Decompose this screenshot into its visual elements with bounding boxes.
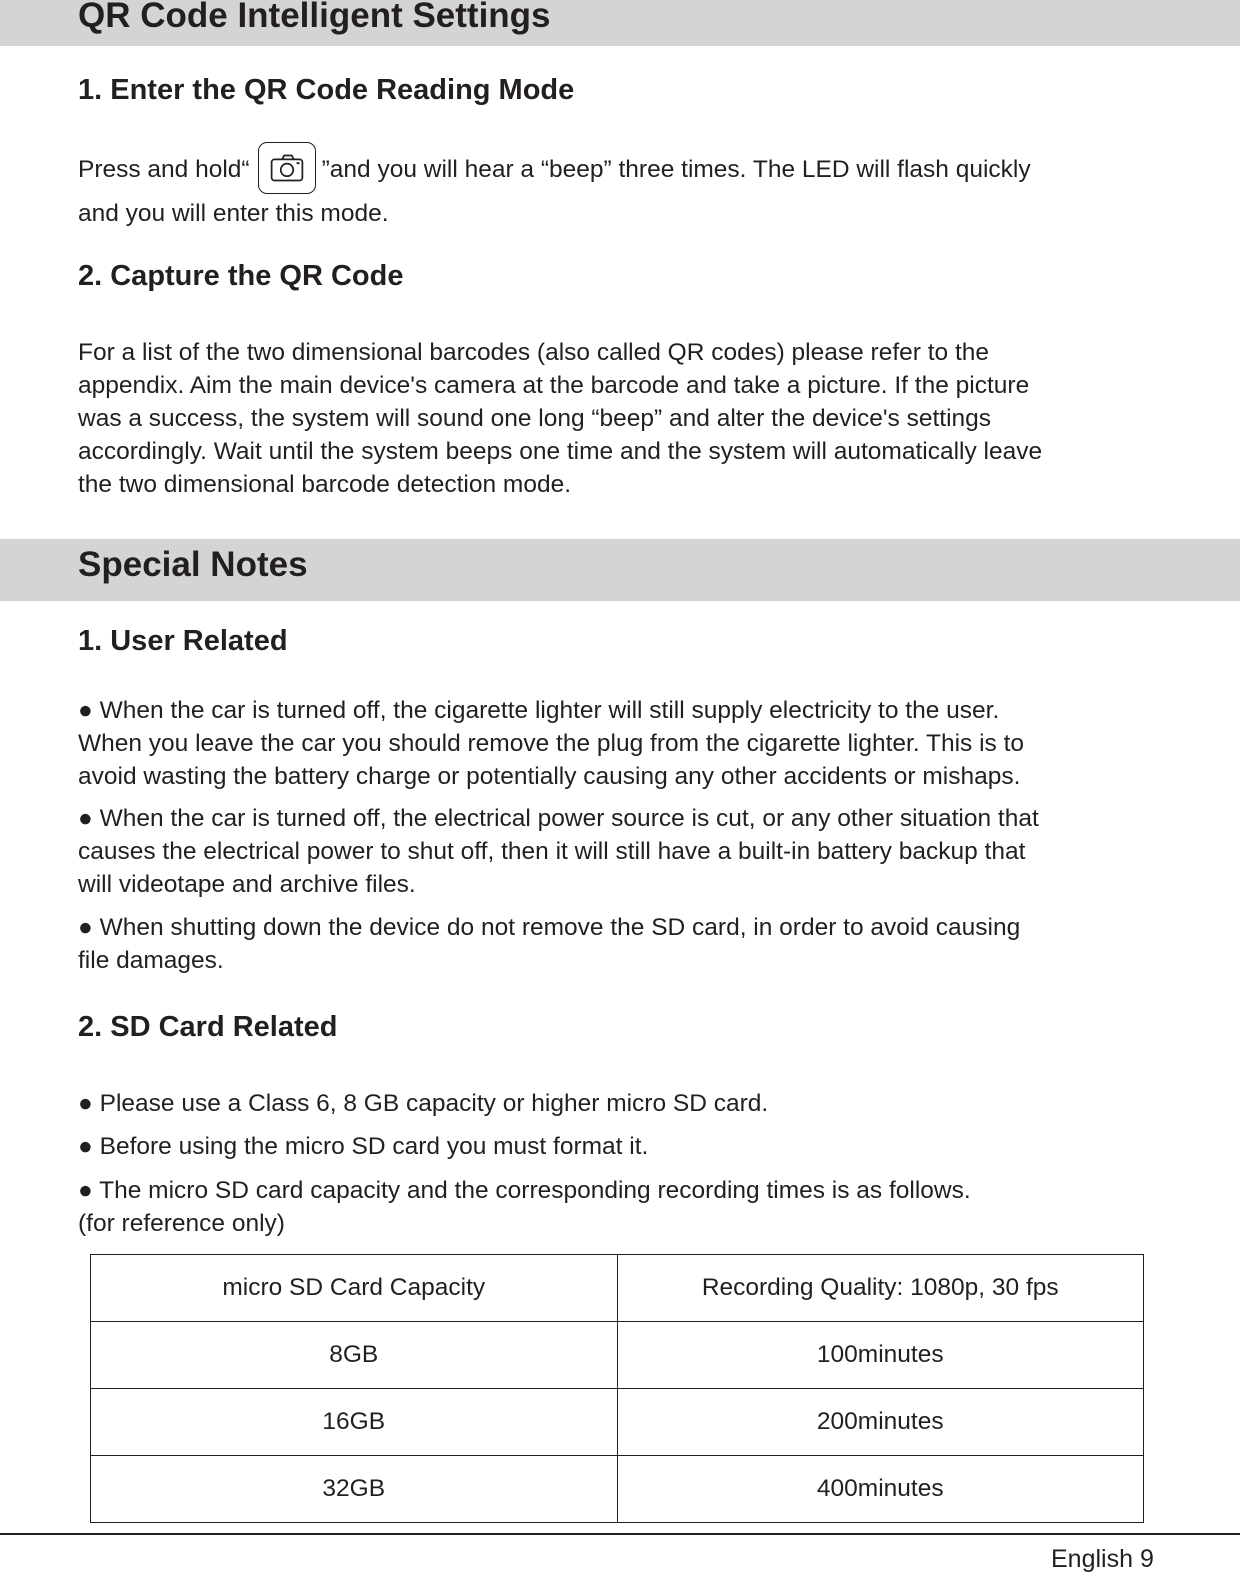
table-header-cell: micro SD Card Capacity — [91, 1255, 618, 1322]
sd-bullet-line: ● The micro SD card capacity and the corresponding recording times is as follows. — [78, 1177, 971, 1204]
sd-capacity-table — [90, 1254, 1144, 1523]
sd-bullet-2 — [78, 1130, 1168, 1163]
footer-divider — [0, 1533, 1240, 1535]
sd-reference-note: (for reference only) — [78, 1210, 285, 1237]
step1-text-after-icon: ”and you will hear a “beep” three times. The LED will flash quickly — [321, 156, 1031, 183]
step1-line1 — [78, 148, 1168, 192]
user-bullet-line: will videotape and archive files. — [78, 871, 416, 898]
table-row — [91, 1322, 1144, 1389]
step2-line: the two dimensional barcode detection mode. — [78, 471, 572, 498]
step2-paragraph — [78, 336, 1168, 501]
step1-line2: and you will enter this mode. — [78, 200, 389, 227]
sd-bullet-1 — [78, 1087, 1168, 1120]
table-row — [91, 1456, 1144, 1523]
table-row — [91, 1389, 1144, 1456]
table-cell: 100minutes — [617, 1322, 1144, 1389]
table-header-cell: Recording Quality: 1080p, 30 fps — [617, 1255, 1144, 1322]
step1-heading: 1. Enter the QR Code Reading Mode — [78, 74, 575, 106]
sd-bullet-line: ● Please use a Class 6, 8 GB capacity or higher micro SD card. — [78, 1090, 769, 1117]
sd-related-heading: 2. SD Card Related — [78, 1011, 338, 1043]
user-related-heading: 1. User Related — [78, 625, 288, 657]
user-bullet-1 — [78, 694, 1168, 793]
sd-bullet-line: ● Before using the micro SD card you must format it. — [78, 1133, 649, 1160]
table-cell: 32GB — [91, 1456, 618, 1523]
table-header-row — [91, 1255, 1144, 1322]
user-bullet-line: When you leave the car you should remove the plug from the cigarette lighter. This is to — [78, 730, 1025, 757]
table-cell: 8GB — [91, 1322, 618, 1389]
step2-line: appendix. Aim the main device's camera at the barcode and take a picture. If the picture — [78, 372, 1030, 399]
step2-line: was a success, the system will sound one long “beep” and alter the device's settings — [78, 405, 992, 432]
user-bullet-3 — [78, 911, 1168, 977]
step2-line: accordingly. Wait until the system beeps one time and the system will automatically leave — [78, 438, 1043, 465]
user-bullet-line: avoid wasting the battery charge or potentially causing any other accidents or mishaps. — [78, 763, 1021, 790]
step1-text-before-icon: Press and hold“ — [78, 156, 250, 183]
step2-line: For a list of the two dimensional barcodes (also called QR codes) please refer to the — [78, 339, 990, 366]
table-cell: 400minutes — [617, 1456, 1144, 1523]
table-cell: 16GB — [91, 1389, 618, 1456]
user-bullet-line: file damages. — [78, 947, 224, 974]
section-title-qr-settings: QR Code Intelligent Settings — [78, 0, 551, 35]
user-bullet-line: ● When the car is turned off, the cigarette lighter will still supply electricity to the user. — [78, 697, 1000, 724]
page-number: English 9 — [1051, 1545, 1154, 1573]
user-bullet-line: causes the electrical power to shut off, then it will still have a built-in battery backup that — [78, 838, 1026, 865]
user-bullet-line: ● When shutting down the device do not remove the SD card, in order to avoid causing — [78, 914, 1021, 941]
table-cell: 200minutes — [617, 1389, 1144, 1456]
user-bullet-2 — [78, 802, 1168, 901]
step1-paragraph — [78, 148, 1168, 236]
section-title-special-notes: Special Notes — [78, 545, 308, 584]
user-bullet-line: ● When the car is turned off, the electrical power source is cut, or any other situation that — [78, 805, 1039, 832]
sd-bullet-3 — [78, 1174, 1168, 1240]
camera-icon — [258, 142, 316, 194]
step2-heading: 2. Capture the QR Code — [78, 260, 404, 292]
